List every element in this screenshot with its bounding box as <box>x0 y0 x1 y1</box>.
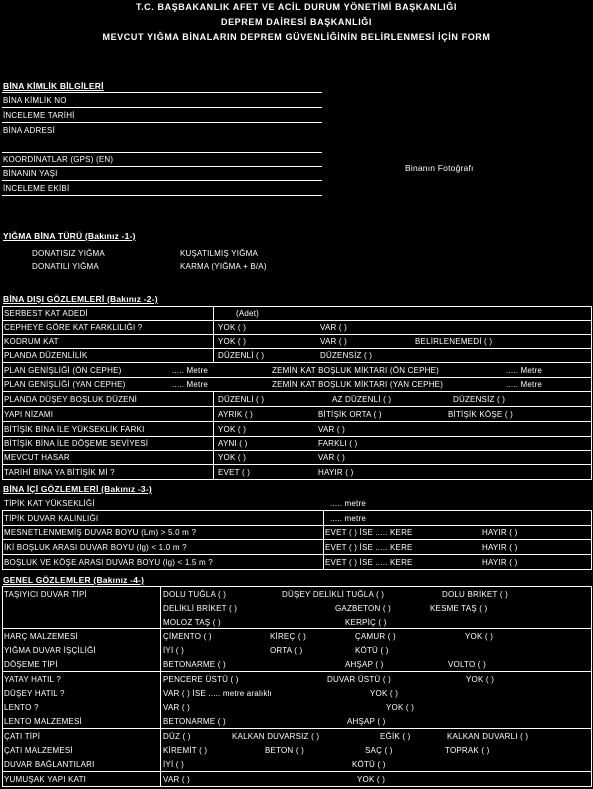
wall-adobe[interactable]: KERPİÇ ( ) <box>345 618 387 627</box>
facade-diff-no[interactable]: YOK ( ) <box>218 323 247 332</box>
lintel-label: LENTO ? <box>4 703 39 712</box>
pier-length-no[interactable]: HAYIR ( ) <box>482 543 518 552</box>
vbeam-label: DÜŞEY HATIL ? <box>4 689 65 698</box>
type-opt-reinforced: DONATILI YIĞMA <box>32 262 99 271</box>
roof-type-label: ÇATI TİPİ <box>4 732 41 741</box>
mortar-label: HARÇ MALZEMESİ <box>4 632 78 641</box>
slab-type-label: DÖŞEME TİPİ <box>4 660 58 669</box>
age-label: BİNANIN YAŞI <box>3 169 58 178</box>
height-diff-yes[interactable]: VAR ( ) <box>318 425 346 434</box>
header-line-2: DEPREM DAİRESİ BAŞKANLIĞI <box>220 17 372 27</box>
inspection-date-label: İNCELEME TARİHİ <box>3 111 75 120</box>
wall-solid-brick[interactable]: DOLU TUĞLA ( ) <box>163 590 227 599</box>
mortar-none[interactable]: YOK ( ) <box>465 632 494 641</box>
height-diff-no[interactable]: YOK ( ) <box>218 425 247 434</box>
historic-no[interactable]: HAYIR ( ) <box>318 468 354 477</box>
unsupported-wall-label: MESNETLENMEMİŞ DUVAR BOYU (Lm) > 5.0 m ? <box>4 528 197 537</box>
unsupported-wall-no[interactable]: HAYIR ( ) <box>482 528 518 537</box>
basement-label: KODRUM KAT <box>4 337 59 346</box>
lintel-mat-rc[interactable]: BETONARME ( ) <box>163 717 226 726</box>
slab-timber[interactable]: AHŞAP ( ) <box>345 660 384 669</box>
basement-no[interactable]: YOK ( ) <box>218 337 247 346</box>
corner-wall-yes[interactable]: EVET ( ) İSE ..... KERE <box>325 558 413 567</box>
type-opt-confined: KUŞATILMIŞ YIĞMA <box>180 249 259 258</box>
layout-detached[interactable]: AYRIK ( ) <box>218 410 253 419</box>
outside-title: BİNA DIŞI GÖZLEMLERİ (Bakınız -2-) <box>3 294 158 304</box>
side-width-label: PLAN GENİŞLİĞİ (YAN CEPHE) <box>4 380 126 389</box>
header-line-1: T.C. BAŞBAKANLIK AFET VE ACİL DURUM YÖNETİMİ BAŞKANLIĞI <box>135 2 457 12</box>
mortar-lime[interactable]: KİREÇ ( ) <box>270 632 307 641</box>
free-floors-unit: (Adet) <box>236 309 259 318</box>
workmanship-good[interactable]: İYİ ( ) <box>163 646 184 655</box>
wall-rubble[interactable]: MOLOZ TAŞ ( ) <box>163 618 221 627</box>
side-void-label: ZEMİN KAT BOŞLUK MİKTARI (YAN CEPHE) <box>272 380 444 389</box>
roof-gable[interactable]: KALKAN DUVARLI ( ) <box>447 732 529 741</box>
corner-wall-label: BOŞLUK VE KÖŞE ARASI DUVAR BOYU (lg) < 1.5 m ? <box>4 558 213 567</box>
vertical-void-less[interactable]: AZ DÜZENLİ ( ) <box>332 395 392 404</box>
wall-thickness-label: TİPİK DUVAR KALINLIĞI <box>4 514 99 523</box>
front-width-label: PLAN GENİŞLİĞİ (ÖN CEPHE) <box>4 366 122 375</box>
pier-length-yes[interactable]: EVET ( ) İSE ..... KERE <box>325 543 413 552</box>
lintel-mat-label: LENTO MALZEMESİ <box>4 717 82 726</box>
plan-regular[interactable]: DÜZENLİ ( ) <box>218 351 265 360</box>
wall-hollow-block[interactable]: DELİKLİ BRİKET ( ) <box>163 604 238 613</box>
slab-level-diff[interactable]: FARKLI ( ) <box>318 439 358 448</box>
header-line-3: MEVCUT YIĞMA BİNALARIN DEPREM GÜVENLİĞİNİN BELİRLENMESİ İÇİN FORM <box>102 32 491 42</box>
damage-yes[interactable]: VAR ( ) <box>318 453 346 462</box>
wall-conn-label: DUVAR BAĞLANTILARI <box>4 760 95 769</box>
wall-conn-good[interactable]: İYİ ( ) <box>163 760 184 769</box>
mortar-cement[interactable]: ÇİMENTO ( ) <box>163 632 212 641</box>
basement-yes[interactable]: VAR ( ) <box>320 337 348 346</box>
layout-middle[interactable]: BİTİŞİK ORTA ( ) <box>318 410 382 419</box>
plan-irregular[interactable]: DÜZENSİZ ( ) <box>320 351 373 360</box>
roof-mat-label: ÇATI MALZEMESİ <box>4 746 73 755</box>
facade-diff-yes[interactable]: VAR ( ) <box>320 323 348 332</box>
vbeam-no[interactable]: YOK ( ) <box>370 689 399 698</box>
roof-no-gable[interactable]: KALKAN DUVARSIZ ( ) <box>232 732 320 741</box>
damage-no[interactable]: YOK ( ) <box>218 453 247 462</box>
plan-regularity-label: PLANDA DÜZENLİLİK <box>4 351 88 360</box>
hbeam-none[interactable]: YOK ( ) <box>466 675 495 684</box>
inside-title: BİNA İÇİ GÖZLEMLERİ (Bakınız -3-) <box>3 484 152 494</box>
roof-mat-concrete[interactable]: BETON ( ) <box>265 746 304 755</box>
lintel-mat-timber[interactable]: AHŞAP ( ) <box>347 717 386 726</box>
wall-conn-bad[interactable]: KÖTÜ ( ) <box>352 760 386 769</box>
corner-wall-no[interactable]: HAYIR ( ) <box>482 558 518 567</box>
wall-type-label: TAŞIYICI DUVAR TİPİ <box>4 590 87 599</box>
free-floors-label: SERBEST KAT ADEDİ <box>4 309 88 318</box>
wall-thickness-value[interactable]: ..... metre <box>330 514 366 523</box>
side-void-value[interactable]: ..... Metre <box>506 380 542 389</box>
roof-sloped[interactable]: EĞİK ( ) <box>380 732 411 741</box>
roof-flat[interactable]: DÜZ ( ) <box>163 732 191 741</box>
floor-height-label: TİPİK KAT YÜKSEKLİĞİ <box>4 499 95 508</box>
roof-mat-sheet[interactable]: SAÇ ( ) <box>365 746 393 755</box>
height-diff-label: BİTİŞİK BİNA İLE YÜKSEKLİK FARKI <box>4 425 145 434</box>
slab-level-label: BİTİŞİK BİNA İLE DÖŞEME SEVİYESİ <box>4 439 149 448</box>
hbeam-wall[interactable]: DUVAR ÜSTÜ ( ) <box>327 675 391 684</box>
pier-length-label: İKİ BOŞLUK ARASI DUVAR BOYU (lg) < 1.0 m ? <box>4 543 187 552</box>
vbeam-yes[interactable]: VAR ( ) İSE ..... metre aralıklı <box>163 689 272 698</box>
slab-vault[interactable]: VOLTO ( ) <box>448 660 486 669</box>
slab-level-same[interactable]: AYNI ( ) <box>218 439 248 448</box>
lintel-no[interactable]: YOK ( ) <box>386 703 415 712</box>
soft-storey-label: YUMUŞAK YAPI KATI <box>4 775 87 784</box>
slab-rc[interactable]: BETONARME ( ) <box>163 660 226 669</box>
hbeam-window[interactable]: PENCERE ÜSTÜ ( ) <box>163 675 239 684</box>
soft-storey-no[interactable]: YOK ( ) <box>357 775 386 784</box>
basement-unknown[interactable]: BELİRLENEMEDİ ( ) <box>415 337 493 346</box>
roof-mat-tile[interactable]: KİREMİT ( ) <box>163 746 208 755</box>
layout-label: YAPI NİZAMI <box>4 410 54 419</box>
vertical-void-regular[interactable]: DÜZENLİ ( ) <box>218 395 265 404</box>
vertical-void-label: PLANDA DÜŞEY BOŞLUK DÜZENİ <box>4 395 138 404</box>
lintel-yes[interactable]: VAR ( ) <box>163 703 191 712</box>
wall-solid-block[interactable]: DOLU BRİKET ( ) <box>442 590 508 599</box>
front-void-label: ZEMİN KAT BOŞLUK MİKTARI (ÖN CEPHE) <box>272 366 440 375</box>
address-label: BİNA ADRESİ <box>3 126 55 135</box>
soft-storey-yes[interactable]: VAR ( ) <box>163 775 191 784</box>
front-void-value[interactable]: ..... Metre <box>506 366 542 375</box>
general-title: GENEL GÖZLEMLER (Bakınız -4-) <box>3 575 145 585</box>
building-id-label: BİNA KİMLİK NO <box>3 96 67 105</box>
coords-label: KOORDİNATLAR (GPS) (EN) <box>3 155 114 164</box>
type-title: YIĞMA BİNA TÜRÜ (Bakınız -1-) <box>3 231 136 241</box>
historic-label: TARİHİ BİNA YA BİTİŞİK Mİ ? <box>4 468 115 477</box>
facade-diff-label: CEPHEYE GÖRE KAT FARKLILIĞI ? <box>4 323 143 332</box>
wall-cut-stone[interactable]: KESME TAŞ ( ) <box>430 604 488 613</box>
side-width-value[interactable]: ..... Metre <box>172 380 208 389</box>
floor-height-value[interactable]: ..... metre <box>330 499 366 508</box>
mortar-mud[interactable]: ÇAMUR ( ) <box>355 632 396 641</box>
hbeam-label: YATAY HATIL ? <box>4 675 61 684</box>
wall-aerated[interactable]: GAZBETON ( ) <box>335 604 392 613</box>
type-opt-unreinforced: DONATISIZ YIĞMA <box>32 249 105 258</box>
vertical-void-irregular[interactable]: DÜZENSİZ ( ) <box>453 395 506 404</box>
roof-mat-earth[interactable]: TOPRAK ( ) <box>445 746 490 755</box>
type-opt-mixed: KARMA (YIĞMA + B/A) <box>180 262 267 271</box>
unsupported-wall-yes[interactable]: EVET ( ) İSE ..... KERE <box>325 528 413 537</box>
historic-yes[interactable]: EVET ( ) <box>218 468 251 477</box>
damage-label: MEVCUT HASAR <box>4 453 70 462</box>
workmanship-mid[interactable]: ORTA ( ) <box>270 646 303 655</box>
identity-title: BİNA KİMLİK BİLGİLERİ <box>3 81 104 91</box>
workmanship-bad[interactable]: KÖTÜ ( ) <box>355 646 389 655</box>
photo-placeholder: Binanın Fotoğrafı <box>405 163 474 173</box>
team-label: İNCELEME EKİBİ <box>3 184 70 193</box>
front-width-value[interactable]: ..... Metre <box>172 366 208 375</box>
workmanship-label: YIĞMA DUVAR İŞÇİLİĞİ <box>4 646 96 655</box>
layout-corner[interactable]: BİTİŞİK KÖŞE ( ) <box>448 410 513 419</box>
wall-hollow-brick[interactable]: DÜŞEY DELİKLİ TUĞLA ( ) <box>282 590 385 599</box>
